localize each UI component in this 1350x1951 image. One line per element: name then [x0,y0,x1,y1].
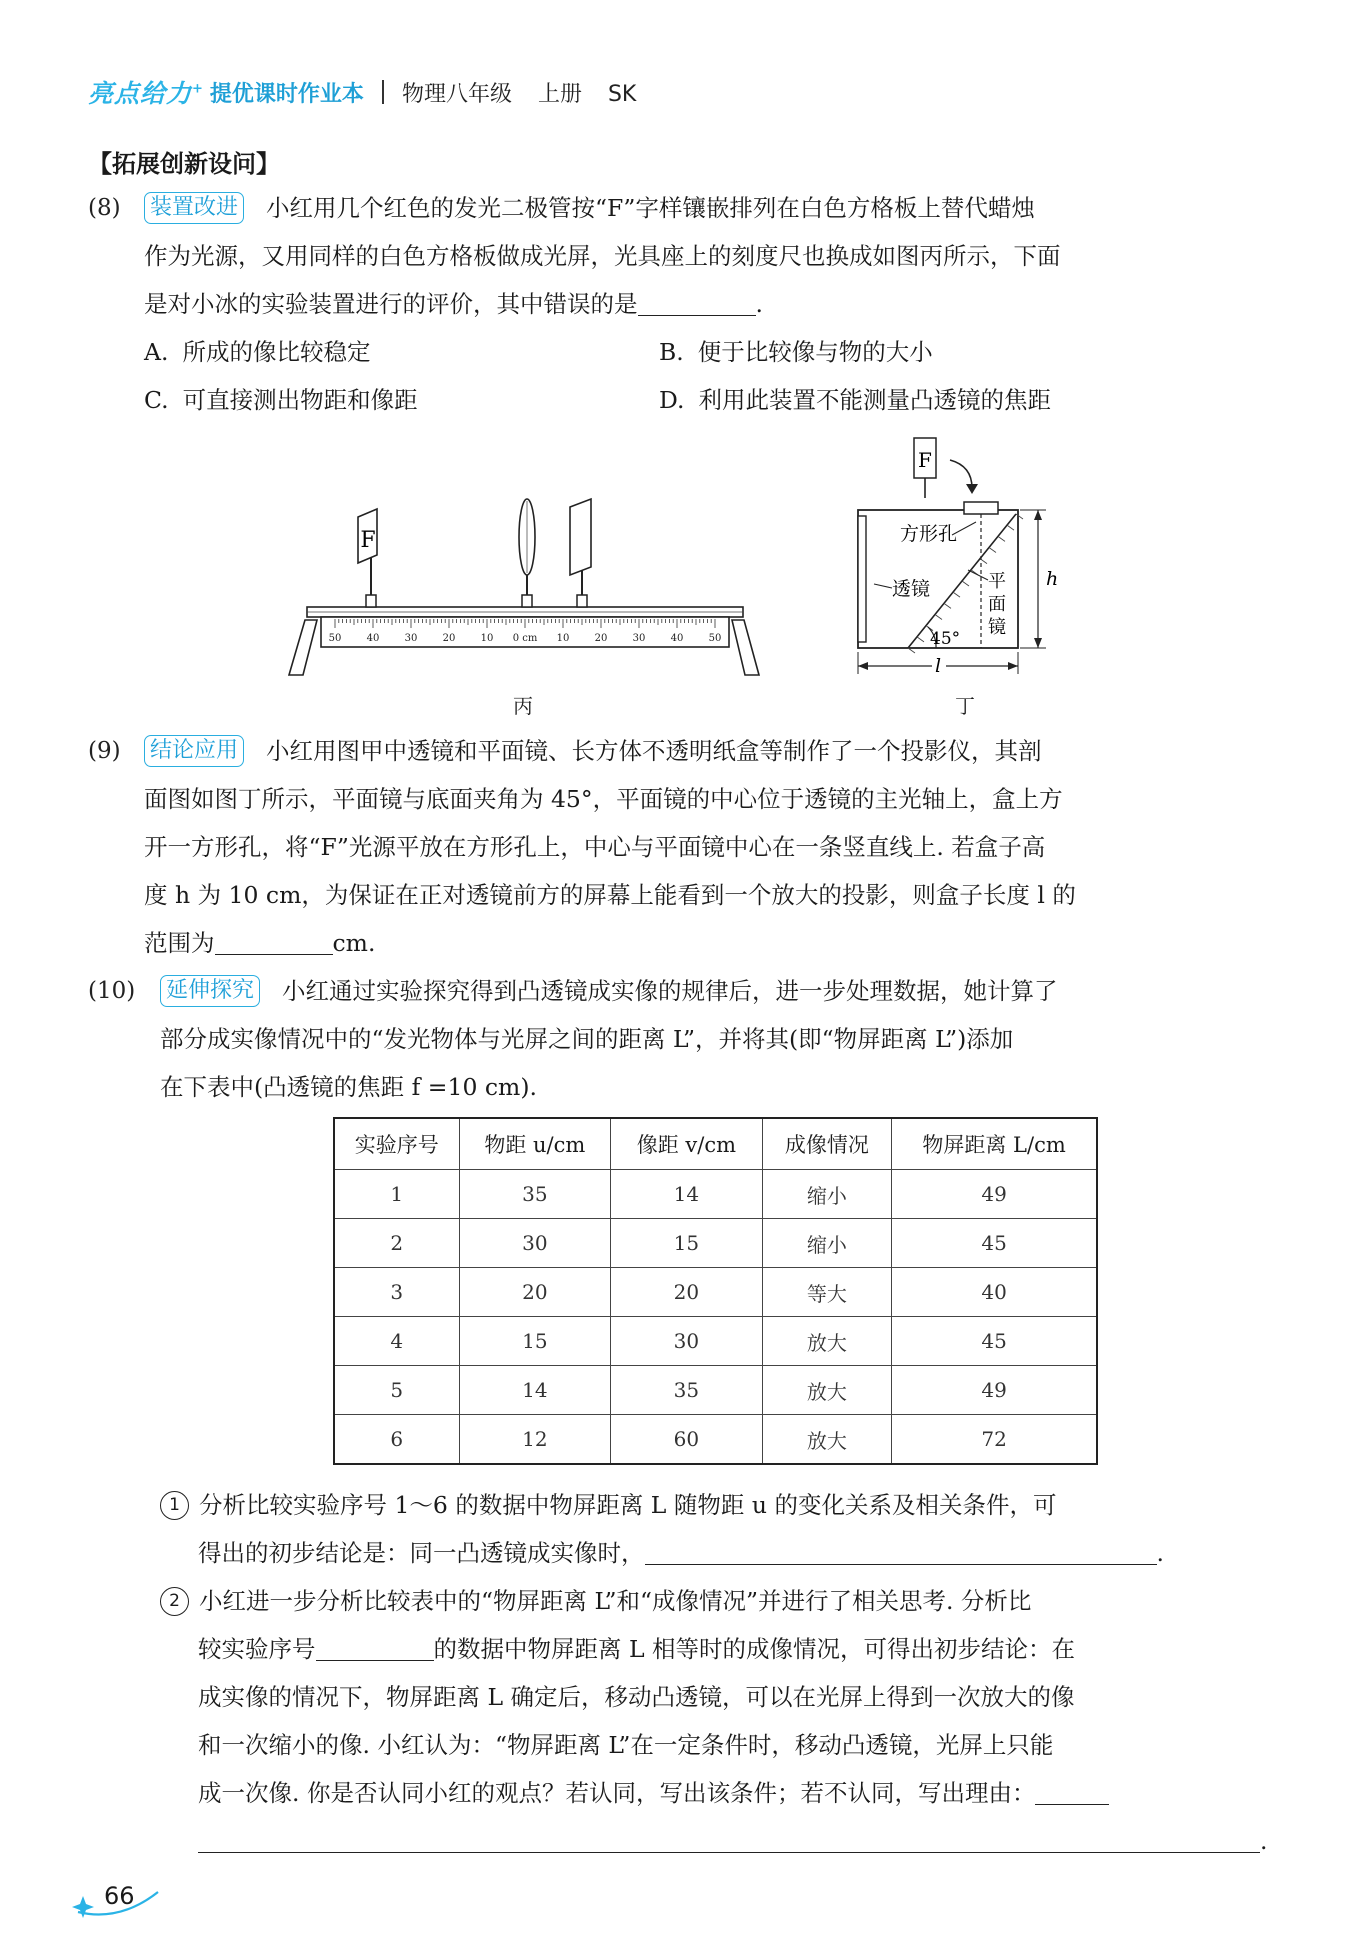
table-header: 实验序号 [334,1118,459,1170]
page-number: 66 [104,1882,135,1910]
table-cell: 12 [459,1415,611,1465]
q8-line3: 是对小冰的实验装置进行的评价，其中错误的是 . [144,290,763,318]
table-header: 物屏距离 L/cm [892,1118,1097,1170]
table-cell: 放大 [762,1366,891,1415]
table-cell: 72 [892,1415,1097,1465]
table-cell: 35 [459,1170,611,1219]
figure-projector-box [848,430,1088,685]
label-square-hole: 方形孔 [900,523,958,545]
table-header-row [334,1118,1097,1170]
table-cell: 缩小 [762,1219,891,1268]
q8-option-a[interactable]: A. 所成的像比较稳定 [144,338,371,366]
table-row [334,1415,1097,1465]
figure-ding-caption: 丁 [955,694,975,718]
q8-tag: 装置改进 [144,192,244,224]
table-row [334,1366,1097,1415]
ruler-label: 40 [366,633,380,644]
q9-line2: 面图如图丁所示，平面镜与底面夹角为 45°，平面镜的中心位于透镜的主光轴上，盒上方 [144,785,1063,813]
q8-option-b[interactable]: B. 便于比较像与物的大小 [659,338,933,366]
ruler-label: 40 [670,633,684,644]
table-header: 成像情况 [762,1118,891,1170]
q10-sub2-line2: 较实验序号 的数据中物屏距离 L 相等时的成像情况，可得出初步结论：在 [198,1635,1076,1663]
section-title: 【拓展创新设问】 [88,150,280,178]
label-h: h [1046,568,1059,590]
page-header [88,72,636,112]
q8-option-c[interactable]: C. 可直接测出物距和像距 [144,386,418,414]
q9-number: (9) [88,738,121,764]
table-cell: 缩小 [762,1170,891,1219]
table-cell: 放大 [762,1317,891,1366]
q10-tag: 延伸探究 [160,975,260,1007]
table-cell: 5 [334,1366,459,1415]
header-divider [382,80,384,104]
table-cell: 15 [611,1219,763,1268]
ruler-label: 20 [594,633,608,644]
q8-option-d[interactable]: D. 利用此装置不能测量凸透镜的焦距 [659,386,1051,414]
table-row [334,1268,1097,1317]
table-cell: 4 [334,1317,459,1366]
sub1-answer-blank[interactable] [645,1538,1157,1565]
q9-line1: 结论应用 小红用图甲中透镜和平面镜、长方体不透明纸盒等制作了一个投影仪，其剖 [144,727,1042,775]
q8-line2: 作为光源，又用同样的白色方格板做成光屏，光具座上的刻度尺也换成如图丙所示，下面 [144,242,1061,270]
table-cell: 等大 [762,1268,891,1317]
q9-line5: 范围为 cm. [144,929,376,957]
table-cell: 放大 [762,1415,891,1465]
figure-optical-bench [285,495,775,685]
label-l: l [935,655,942,677]
data-table [333,1117,1098,1465]
table-row [334,1219,1097,1268]
q10-sub1-line2: 得出的初步结论是：同一凸透镜成实像时， . [198,1539,1164,1567]
figure-bing-caption: 丙 [513,694,533,718]
table-header: 物距 u/cm [459,1118,611,1170]
q9-line4: 度 h 为 10 cm，为保证在正对透镜前方的屏幕上能看到一个放大的投影，则盒子长度 l 的 [144,881,1076,909]
q8-answer-blank[interactable] [638,289,756,316]
label-mirror-1: 平 [988,571,1006,592]
table-cell: 2 [334,1219,459,1268]
q10-line1: 延伸探究 小红通过实验探究得到凸透镜成实像的规律后，进一步处理数据，她计算了 [160,967,1058,1015]
table-cell: 60 [611,1415,763,1465]
edition: SK [607,81,637,107]
q10-sub2-line3: 成实像的情况下，物屏距离 L 确定后，移动凸透镜，可以在光屏上得到一次放大的像 [198,1683,1075,1711]
box-source-letter: F [918,448,932,472]
sub2-reason-blank-2[interactable] [198,1826,1260,1853]
ruler-label: 30 [404,633,418,644]
sub2-reason-blank-1[interactable] [1035,1778,1109,1805]
label-lens: 透镜 [892,578,931,600]
ruler-label: 10 [556,633,570,644]
label-mirror-2: 面 [988,594,1006,615]
table-cell: 6 [334,1415,459,1465]
brand-logo: 亮点给力+ [88,79,204,108]
ruler-label: 50 [708,633,722,644]
q9-line3: 开一方形孔，将“F”光源平放在方形孔上，中心与平面镜中心在一条竖直线上. 若盒子高 [144,833,1046,861]
ruler-label: 10 [480,633,494,644]
table-cell: 49 [892,1366,1097,1415]
sub2-marker: 2 [160,1587,189,1616]
subject: 物理八年级 [401,81,512,107]
volume: 上册 [537,81,582,107]
table-cell: 15 [459,1317,611,1366]
table-cell: 20 [611,1268,763,1317]
table-cell: 14 [459,1366,611,1415]
q10-sub2-line4: 和一次缩小的像. 小红认为：“物屏距离 L”在一定条件时，移动凸透镜，光屏上只能 [198,1731,1054,1759]
table-cell: 30 [611,1317,763,1366]
bench-source-letter: F [360,528,376,553]
table-cell: 3 [334,1268,459,1317]
table-cell: 20 [459,1268,611,1317]
label-angle: 45° [930,629,961,649]
table-header: 像距 v/cm [611,1118,763,1170]
table-cell: 40 [892,1268,1097,1317]
sub2-answer-blank[interactable] [316,1634,434,1661]
q9-tag: 结论应用 [144,735,244,767]
table-cell: 49 [892,1170,1097,1219]
table-row [334,1170,1097,1219]
q10-line3: 在下表中(凸透镜的焦距 f =10 cm). [160,1073,537,1101]
subject-info [402,77,636,108]
table-cell: 45 [892,1317,1097,1366]
q10-sub2-line5: 成一次像. 你是否认同小红的观点？若认同，写出该条件；若不认同，写出理由： [198,1769,1109,1817]
table-cell: 35 [611,1366,763,1415]
ruler-label: 20 [442,633,456,644]
q10-line2: 部分成实像情况中的“发光物体与光屏之间的距离 L”，并将其(即“物屏距离 L”)添加 [160,1025,1014,1053]
q9-answer-blank[interactable] [215,928,333,955]
q10-sub2-line1: 2 小红进一步分析比较表中的“物屏距离 L”和“成像情况”并进行了相关思考. 分析比 [160,1577,1031,1625]
q10-number: (10) [88,978,136,1004]
table-cell: 30 [459,1219,611,1268]
q8-line1: 装置改进 小红用几个红色的发光二极管按“F”字样镶嵌排列在白色方格板上替代蜡烛 [144,184,1035,232]
table-cell: 45 [892,1219,1097,1268]
ruler-label: 0 cm [512,633,538,644]
series-title: 提优课时作业本 [209,81,364,107]
q10-sub2-line6: . [198,1817,1267,1865]
q10-sub1-line1: 1 分析比较实验序号 1～6 的数据中物屏距离 L 随物距 u 的变化关系及相关条件，可 [160,1481,1056,1529]
table-cell: 1 [334,1170,459,1219]
ruler-label: 30 [632,633,646,644]
q8-number: (8) [88,195,121,221]
table-row [334,1317,1097,1366]
ruler-label: 50 [328,633,342,644]
table-cell: 14 [611,1170,763,1219]
sub1-marker: 1 [160,1491,189,1520]
label-mirror-3: 镜 [988,617,1006,638]
